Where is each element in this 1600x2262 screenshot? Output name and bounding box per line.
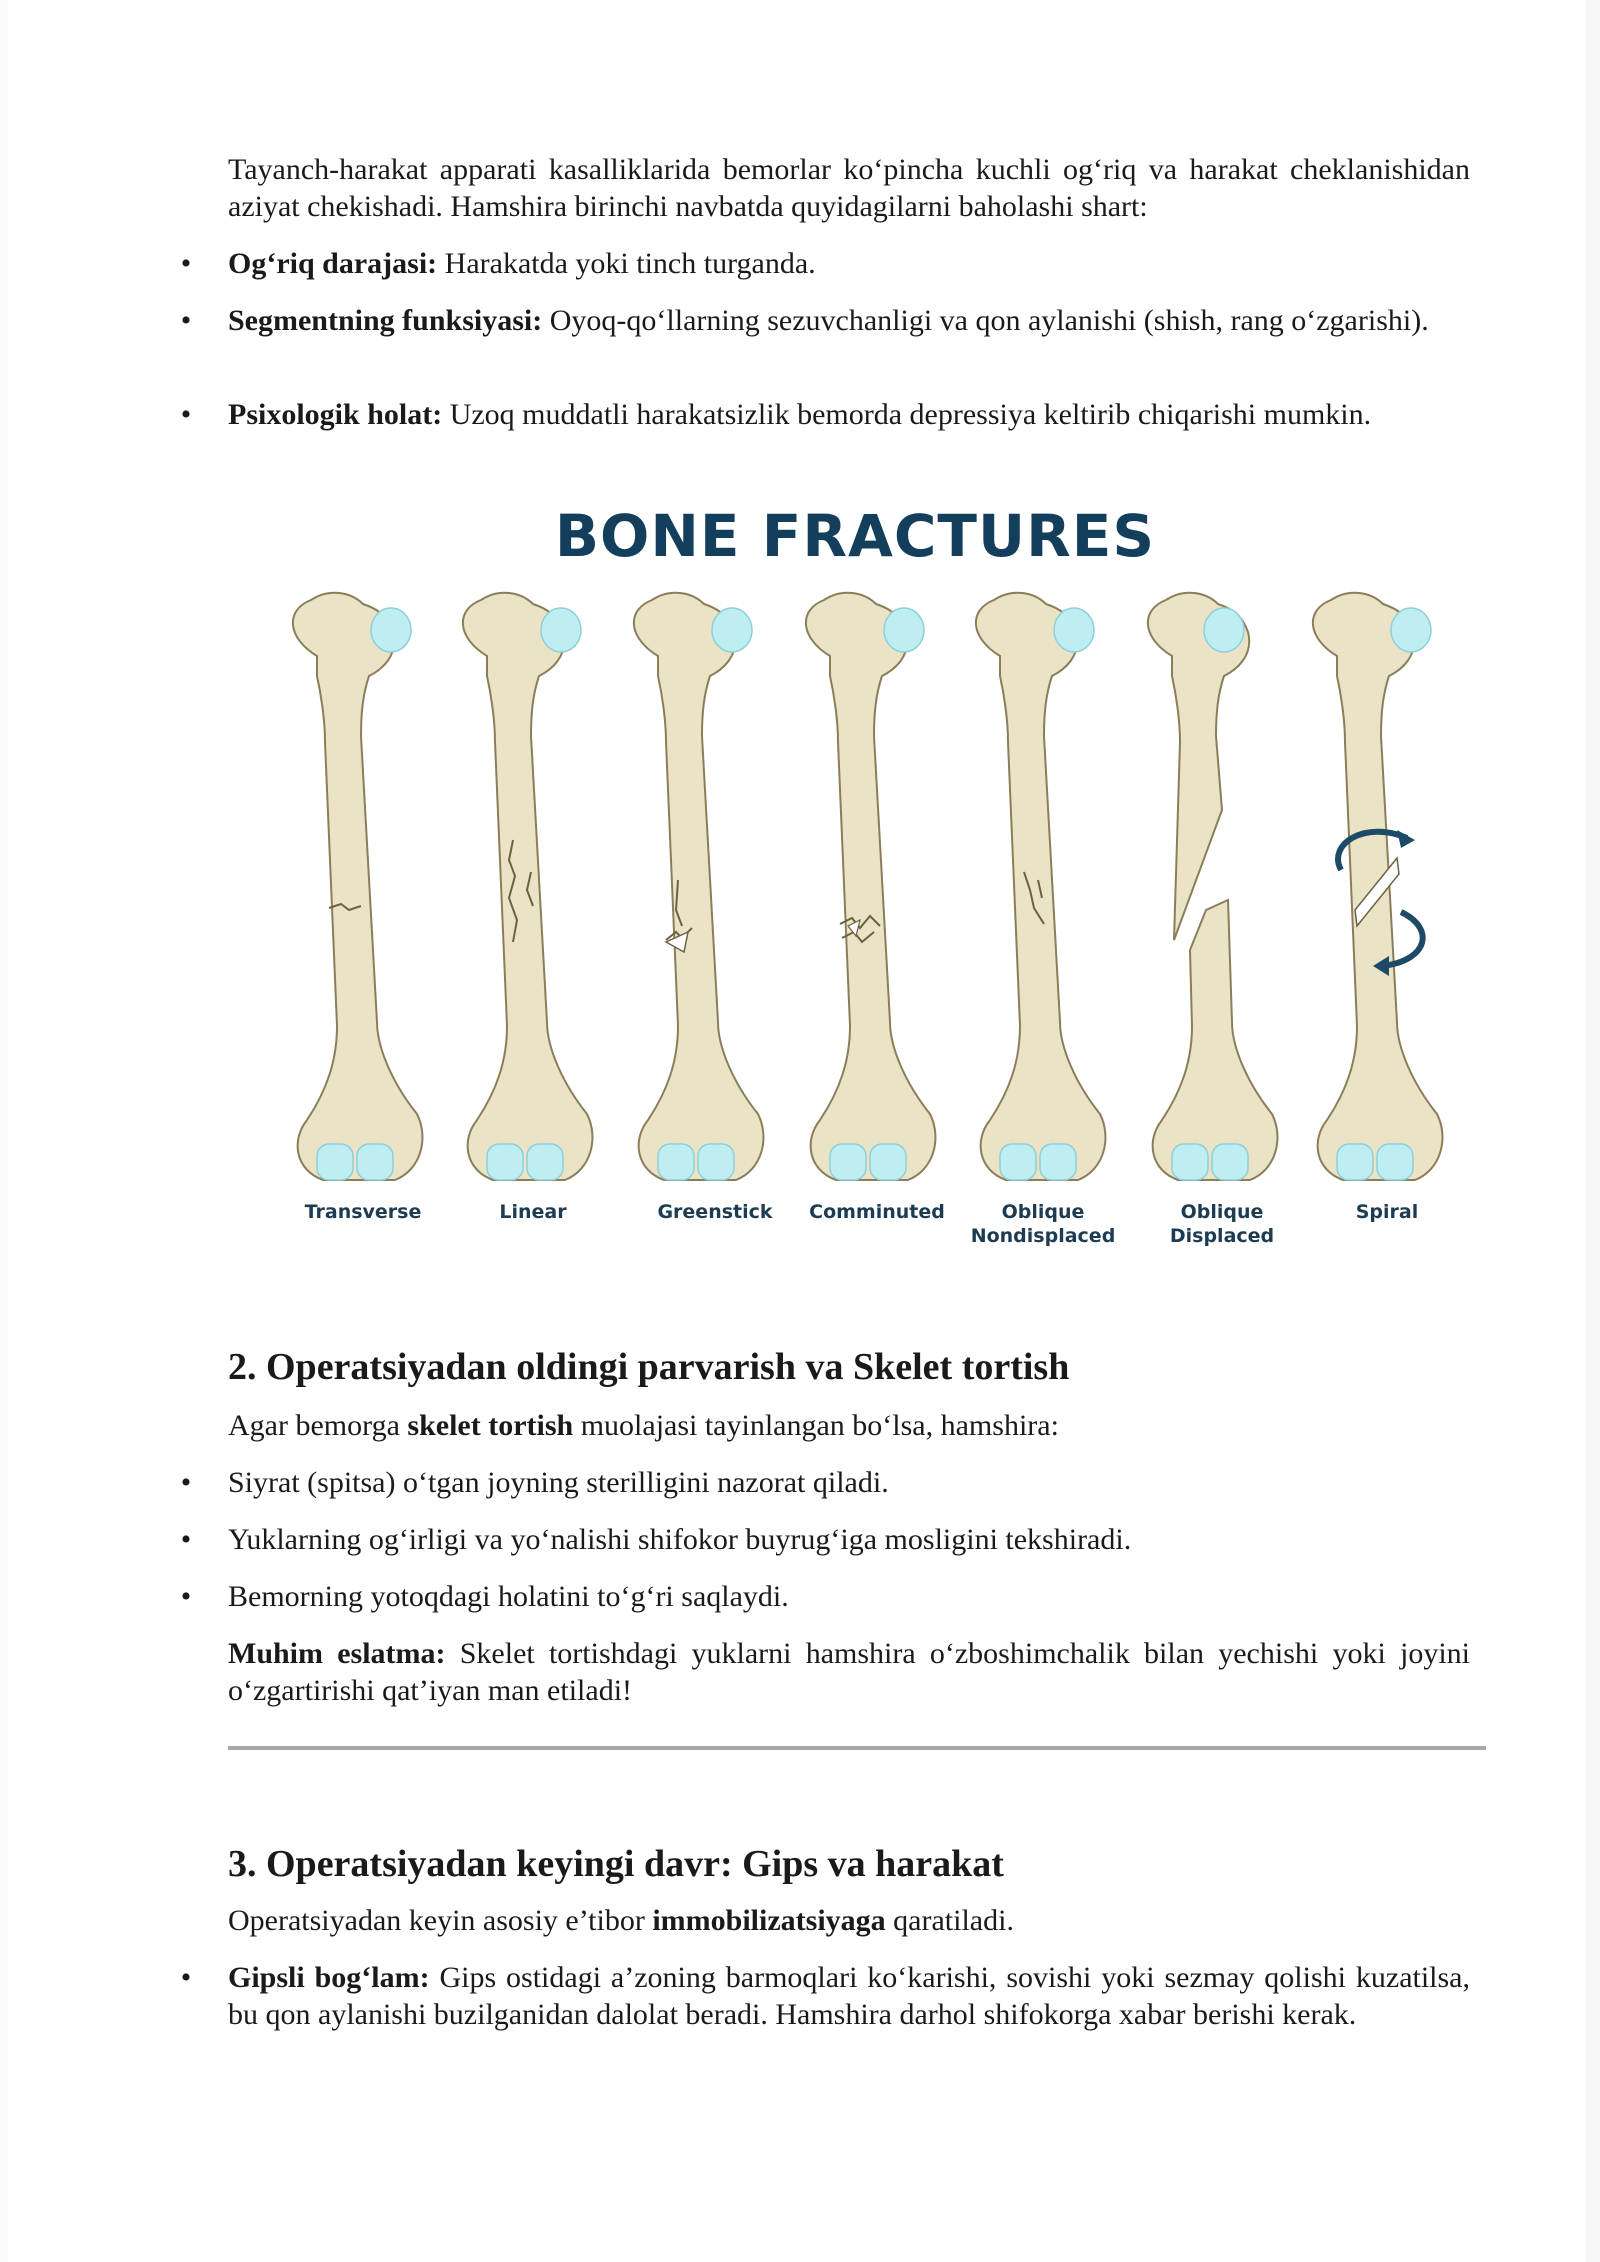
cartilage-condyle <box>1000 1144 1036 1180</box>
list-item-term: Psixologik holat: <box>228 398 443 431</box>
cartilage-condyle <box>1172 1144 1208 1180</box>
label-oblique-nondisplaced: Oblique Nondisplaced <box>970 1201 1116 1247</box>
bone-shaft <box>806 593 936 1180</box>
label-transverse: Transverse <box>304 1201 422 1223</box>
list-item-term: Segmentning funksiyasi: <box>228 304 543 337</box>
cartilage-condyle <box>698 1144 734 1180</box>
bone-comminuted <box>806 593 936 1180</box>
label-linear: Linear <box>499 1201 567 1223</box>
cartilage-condyle <box>1212 1144 1248 1180</box>
cartilage-head <box>1204 608 1244 652</box>
label-oblique-displaced: Oblique Displaced <box>1169 1201 1275 1247</box>
figure-title: BONE FRACTURES <box>554 502 1156 570</box>
cartilage-head <box>541 608 581 652</box>
list-item-text: Uzoq muddatli harakatsizlik bemorda depressiya keltirib chiqarishi mumkin. <box>442 398 1372 431</box>
intro-paragraph: Tayanch-harakat apparati kasalliklarida bemorlar ko‘pincha kuchli og‘riq va harakat cheklanishidan aziyat chekishadi. Hamshira birinchi navbatda quyidagilarni baholashi shart: <box>228 153 1470 223</box>
section-3-intro: Operatsiyadan keyin asosiy e’tibor immobilizatsiyaga qaratiladi. <box>228 1904 1014 1937</box>
bone-oblique-nondisplaced <box>976 593 1106 1180</box>
label-greenstick: Greenstick <box>657 1201 773 1223</box>
bullet-icon: • <box>180 1580 192 1613</box>
cartilage-head <box>371 608 411 652</box>
bone-spiral <box>1313 593 1443 1180</box>
bone-fractures-figure <box>230 480 1480 1280</box>
cartilage-condyle <box>1337 1144 1373 1180</box>
list-item-cast-bandage <box>180 1959 1470 2033</box>
list-item-text: Oyoq-qo‘llarning sezuvchanligi va qon aylanishi (shish, rang o‘zgarishi). <box>542 304 1429 337</box>
bone-oblique-displaced <box>1148 593 1278 1180</box>
bullet-icon: • <box>180 1466 192 1499</box>
bone-fragment-lower <box>1153 900 1278 1180</box>
cartilage-condyle <box>830 1144 866 1180</box>
cartilage-condyle <box>870 1144 906 1180</box>
important-note: Muhim eslatma: Skelet tortishdagi yuklarni hamshira o‘zboshimchalik bilan yechishi yoki joyini o‘zgartirishi qat’iyan man etiladi! <box>228 1637 1470 1707</box>
list-item: • Siyrat (spitsa) o‘tgan joyning sterilligini nazorat qiladi. <box>228 1464 1470 1501</box>
bone-fracture-illustration <box>230 480 1480 1280</box>
bone-shaft <box>293 593 423 1180</box>
bullet-icon: • <box>180 1523 192 1556</box>
bone-linear <box>463 593 593 1180</box>
bullet-icon: • <box>180 304 192 337</box>
page-right-margin <box>1586 0 1600 2262</box>
cartilage-condyle <box>658 1144 694 1180</box>
list-item-term: Og‘riq darajasi: <box>228 247 438 280</box>
cartilage-head <box>1391 608 1431 652</box>
cartilage-head <box>712 608 752 652</box>
label-comminuted: Comminuted <box>809 1201 945 1223</box>
cartilage-head <box>1054 608 1094 652</box>
section-2-intro: Agar bemorga skelet tortish muolajasi tayinlangan bo‘lsa, hamshira: <box>228 1409 1059 1442</box>
note-label: Muhim eslatma: <box>228 1637 446 1670</box>
arrow-head <box>1397 830 1415 848</box>
page-left-margin <box>0 0 8 2262</box>
list-item-pain-level <box>180 245 1470 282</box>
section-2-heading: 2. Operatsiyadan oldingi parvarish va Skelet tortish <box>228 1346 1070 1388</box>
cartilage-condyle <box>487 1144 523 1180</box>
section-3-heading: 3. Operatsiyadan keyingi davr: Gips va harakat <box>228 1843 1004 1885</box>
cartilage-condyle <box>357 1144 393 1180</box>
cartilage-head <box>884 608 924 652</box>
list-item-term: Gipsli bog‘lam: <box>228 1961 430 1994</box>
list-item-psychological-state <box>180 396 1470 433</box>
list-item: • Bemorning yotoqdagi holatini to‘g‘ri saqlaydi. <box>228 1578 1470 1615</box>
list-item-segment-function <box>180 302 1470 339</box>
cartilage-condyle <box>527 1144 563 1180</box>
list-item-text: Gips ostidagi a’zoning barmoqlari ko‘karishi, sovishi yoki sezmay qolishi kuzatilsa, bu qon aylanishi buzilganidan dalolat beradi. Hamshira darhol shifokorga xabar berishi kerak. <box>228 1961 1470 2031</box>
section-divider <box>228 1746 1486 1750</box>
label-spiral: Spiral <box>1355 1201 1419 1223</box>
bone-greenstick <box>634 593 764 1180</box>
list-item: • Yuklarning og‘irligi va yo‘nalishi shifokor buyrug‘iga mosligini tekshiradi. <box>228 1521 1470 1558</box>
bone-transverse <box>293 593 423 1180</box>
bullet-icon: • <box>180 247 192 280</box>
cartilage-condyle <box>317 1144 353 1180</box>
bone-shaft <box>634 593 764 1180</box>
cartilage-condyle <box>1377 1144 1413 1180</box>
bone-shaft <box>976 593 1106 1180</box>
bullet-icon: • <box>180 1961 192 1994</box>
list-item-text: Harakatda yoki tinch turganda. <box>437 247 816 280</box>
bullet-icon: • <box>180 398 192 431</box>
cartilage-condyle <box>1040 1144 1076 1180</box>
